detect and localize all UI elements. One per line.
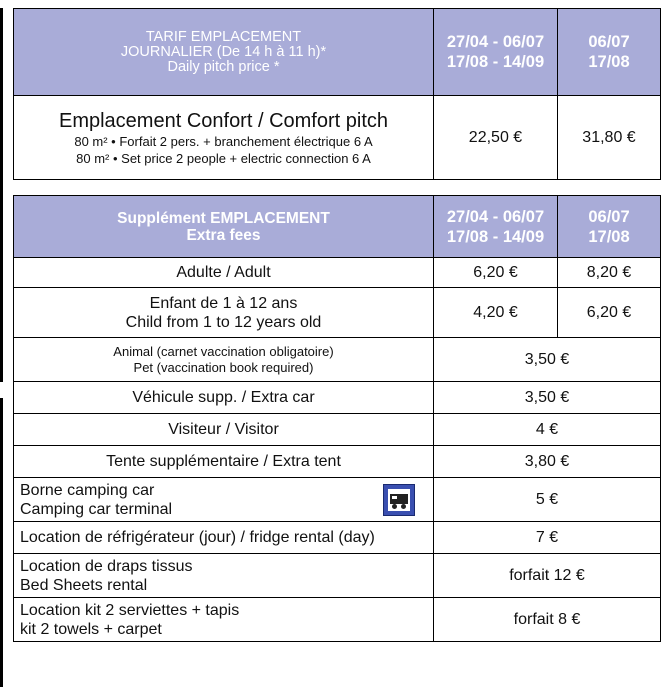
child-price-high: 6,20 € — [558, 288, 661, 338]
period-low-header — [434, 196, 558, 258]
table-row — [14, 414, 661, 446]
label-line: Location de draps tissus — [20, 557, 193, 575]
extras-table — [13, 195, 661, 642]
comfort-pitch-desc-fr: 80 m² • Forfait 2 pers. + branchement électrique 6 A — [74, 133, 373, 149]
tent-price: 3,80 € — [434, 446, 661, 478]
adult-price-low: 6,20 € — [434, 258, 558, 288]
period-line: 27/04 - 06/07 — [446, 207, 545, 226]
period-line: 17/08 — [588, 53, 630, 71]
visitor-price: 4 € — [434, 414, 661, 446]
car-price: 3,50 € — [434, 382, 661, 414]
period-high-header — [558, 196, 661, 258]
child-label — [14, 288, 434, 338]
adult-label: Adulte / Adult — [14, 258, 434, 288]
period-line: 27/04 - 06/07 — [446, 33, 545, 51]
comfort-price-high: 31,80 € — [558, 96, 661, 180]
table-row — [14, 258, 661, 288]
period-line: 06/07 — [588, 33, 630, 51]
label-line: Camping car terminal — [20, 500, 173, 518]
label-line: Borne camping car — [20, 481, 155, 499]
period-line: 17/08 — [588, 227, 630, 246]
label-line: Enfant de 1 à 12 ans — [149, 294, 298, 312]
period-line: 17/08 - 14/09 — [446, 53, 545, 71]
visitor-label: Visiteur / Visitor — [14, 414, 434, 446]
label-line: Animal (carnet vaccination obligatoire) — [113, 343, 334, 359]
comfort-pitch-desc-en: 80 m² • Set price 2 people + electric connection 6 A — [76, 150, 371, 166]
header-title-line: TARIF EMPLACEMENT — [145, 28, 302, 45]
pet-price: 3,50 € — [434, 338, 661, 382]
edge-bar — [0, 8, 3, 382]
child-price-low: 4,20 € — [434, 288, 558, 338]
comfort-price-low: 22,50 € — [434, 96, 558, 180]
label-line: Location kit 2 serviettes + tapis — [20, 601, 240, 619]
tent-label: Tente supplémentaire / Extra tent — [14, 446, 434, 478]
table-row — [14, 554, 661, 598]
label-line: Pet (vaccination book required) — [133, 359, 314, 375]
camper-price: 5 € — [434, 478, 661, 522]
period-high-header — [558, 9, 661, 96]
pet-label — [14, 338, 434, 382]
period-line: 17/08 - 14/09 — [446, 227, 545, 246]
label-line: Bed Sheets rental — [20, 576, 148, 594]
table-row — [14, 598, 661, 642]
period-line: 06/07 — [588, 207, 630, 226]
table-row — [14, 338, 661, 382]
adult-price-high: 8,20 € — [558, 258, 661, 288]
table-row — [14, 478, 661, 522]
pitch-header-title — [14, 9, 434, 96]
label-line: Child from 1 to 12 years old — [125, 313, 322, 331]
label-line: kit 2 towels + carpet — [20, 620, 162, 638]
table-row — [14, 382, 661, 414]
pitch-price-table — [13, 8, 661, 180]
header-title-line: JOURNALIER (De 14 h à 11 h)* — [120, 43, 327, 60]
header-title-line: Extra fees — [186, 226, 261, 244]
car-label: Véhicule supp. / Extra car — [14, 382, 434, 414]
table-row — [14, 522, 661, 554]
towels-price: forfait 8 € — [434, 598, 661, 642]
table-row — [14, 446, 661, 478]
comfort-pitch-title: Emplacement Confort / Comfort pitch — [58, 109, 388, 132]
comfort-pitch-cell — [14, 96, 434, 180]
fridge-price: 7 € — [434, 522, 661, 554]
extras-header-title — [14, 196, 434, 258]
sheets-label — [14, 554, 434, 598]
table-row — [14, 288, 661, 338]
towels-label — [14, 598, 434, 642]
edge-bar — [0, 398, 3, 687]
sheets-price: forfait 12 € — [434, 554, 661, 598]
period-low-header — [434, 9, 558, 96]
camper-label — [14, 478, 434, 522]
page-edge — [0, 0, 3, 687]
header-title-line: Supplément EMPLACEMENT — [117, 209, 330, 227]
camping-car-icon — [383, 484, 415, 516]
header-title-line: Daily pitch price * — [167, 58, 280, 75]
fridge-label: Location de réfrigérateur (jour) / fridge rental (day) — [14, 522, 434, 554]
